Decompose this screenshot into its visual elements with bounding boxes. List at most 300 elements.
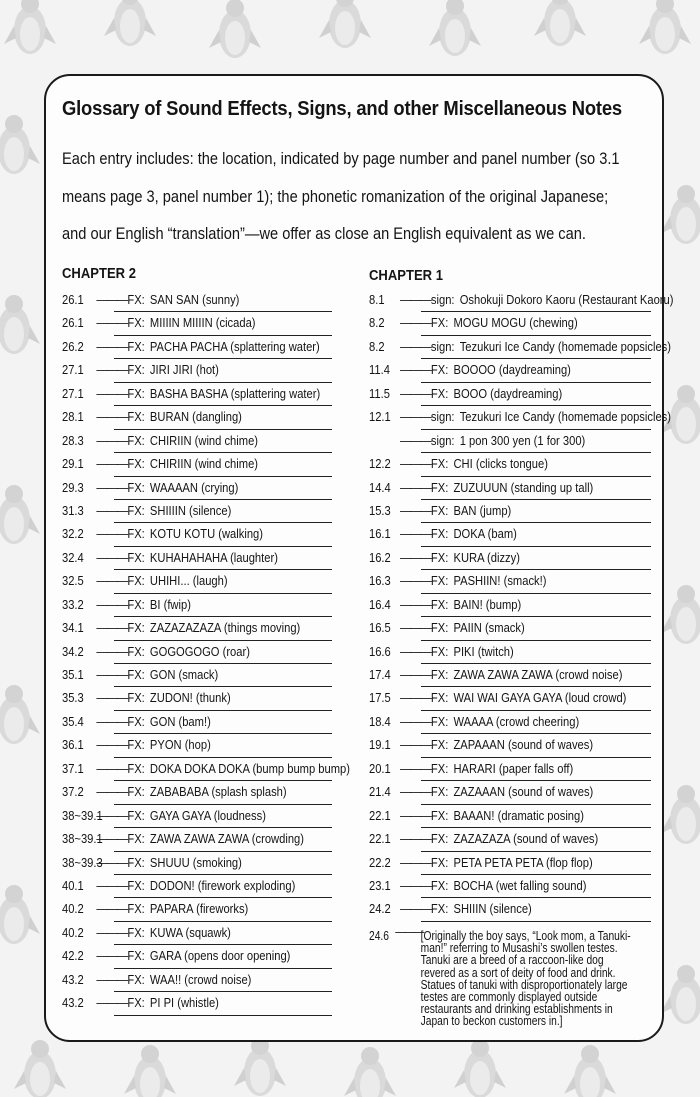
entry-text: ZAPAAAN (sound of waves)	[453, 737, 594, 753]
entry-type: FX:	[127, 573, 145, 589]
entry-type: FX:	[127, 385, 145, 401]
glossary-entry	[62, 853, 334, 876]
entry-location: 29.3	[62, 479, 84, 495]
entry-dash: ———	[399, 760, 431, 776]
entry-line	[62, 313, 296, 333]
entry-dash: ———	[96, 338, 128, 354]
entry-text: BURAN (dangling)	[149, 409, 242, 425]
entry-dash: ———	[96, 995, 128, 1011]
glossary-entry	[369, 571, 651, 594]
glossary-entry	[369, 407, 671, 430]
entry-type: FX:	[127, 713, 145, 729]
glossary-entry	[62, 290, 334, 313]
entry-type: FX:	[127, 760, 145, 776]
entry-location: 27.1	[62, 362, 84, 378]
glossary-entry	[62, 923, 334, 946]
entry-underline	[114, 429, 332, 430]
entry-dash: ———	[399, 573, 431, 589]
intro-line: means page 3, panel number 1); the phonetic romanization of the original Japanese;	[62, 186, 609, 206]
entry-type: FX:	[127, 854, 145, 870]
entry-location: 8.2	[369, 315, 385, 331]
entry-dash: ———	[399, 643, 431, 659]
entry-text: HARARI (paper falls off)	[453, 760, 574, 776]
entry-text: ZAWA ZAWA ZAWA (crowd noise)	[453, 667, 623, 682]
entry-underline	[421, 780, 651, 781]
entry-underline	[114, 897, 332, 898]
entry-underline	[114, 663, 332, 664]
entry-dash: ———	[96, 807, 128, 823]
entry-dash: ———	[96, 901, 128, 917]
entry-location: 21.4	[369, 784, 391, 800]
entry-location: 19.1	[369, 737, 391, 753]
entry-type: FX:	[430, 667, 449, 682]
entry-underline	[114, 851, 332, 852]
entry-type: FX:	[127, 877, 145, 893]
entry-underline	[114, 358, 332, 359]
entry-location: 18.4	[369, 713, 391, 729]
entry-line	[369, 899, 612, 919]
entry-text: KURA (dizzy)	[453, 549, 520, 565]
entry-location: 22.1	[369, 831, 391, 847]
entry-dash: ———	[399, 807, 431, 823]
glossary-entry	[369, 829, 651, 852]
entry-dash: ———	[96, 877, 128, 893]
glossary-entry	[62, 384, 334, 407]
entry-text: BAN (jump)	[453, 502, 512, 518]
entry-text: KUHAHAHAHA (laughter)	[149, 549, 278, 565]
entry-line	[62, 384, 321, 404]
entry-underline	[114, 593, 332, 594]
entry-type: FX:	[430, 877, 449, 893]
entry-underline	[421, 429, 651, 430]
entry-line	[62, 478, 296, 498]
entry-text: MOGU MOGU (chewing)	[453, 315, 578, 331]
entry-type: FX:	[127, 502, 145, 518]
entry-dash: ———	[96, 690, 128, 706]
entry-location: 16.4	[369, 596, 391, 612]
entry-type: FX:	[430, 901, 449, 917]
entry-location: 14.4	[369, 479, 391, 495]
entry-type: FX:	[430, 456, 449, 472]
glossary-entry	[369, 665, 651, 688]
entry-type: FX:	[127, 901, 145, 917]
glossary-entry	[62, 571, 334, 594]
entry-line	[369, 595, 612, 615]
glossary-entry	[369, 290, 674, 313]
entry-location: 11.5	[369, 385, 390, 401]
entry-dash: ———	[399, 338, 431, 354]
entry-location: 34.2	[62, 643, 84, 659]
entry-line	[62, 642, 296, 662]
entry-type: FX:	[127, 807, 145, 823]
glossary-entry	[62, 407, 334, 430]
entry-line	[62, 970, 296, 990]
entry-line	[369, 478, 612, 498]
entry-type: FX:	[430, 831, 449, 847]
entry-text: CHIRIIN (wind chime)	[149, 432, 259, 448]
entry-type: FX:	[430, 807, 449, 823]
entry-dash: ———	[96, 502, 128, 518]
entry-type: FX:	[430, 596, 449, 612]
intro-line: Each entry includes: the location, indicated by page number and panel number (so 3.1	[62, 149, 620, 168]
entry-underline	[421, 710, 651, 711]
entry-dash: ———	[399, 526, 431, 542]
entry-line	[369, 759, 612, 779]
entry-type: FX:	[127, 479, 145, 495]
entry-underline	[114, 1015, 332, 1016]
entry-text: SHIIIN (silence)	[453, 901, 532, 917]
entry-location: 35.3	[62, 690, 84, 706]
chapter-1-heading: CHAPTER 1	[369, 268, 443, 284]
note-dash: ———	[395, 925, 424, 939]
entry-type: FX:	[127, 362, 145, 378]
entry-dash: ———	[96, 854, 128, 870]
entry-location: 37.2	[62, 784, 84, 800]
entry-text: ZUDON! (thunk)	[149, 690, 231, 706]
glossary-entry	[62, 431, 334, 454]
entry-type: FX:	[127, 971, 145, 987]
glossary-entry	[62, 829, 334, 852]
entry-text: PASHIIN! (smack!)	[453, 573, 547, 589]
glossary-entry	[62, 478, 334, 501]
entry-line	[62, 290, 296, 310]
entry-dash: ———	[399, 549, 431, 565]
entry-text: JIRI JIRI (hot)	[149, 362, 219, 378]
entry-underline	[421, 757, 651, 758]
entry-location: 36.1	[62, 737, 84, 753]
entry-text: MIIIIN MIIIIN (cicada)	[149, 315, 256, 331]
chapter-2-heading: CHAPTER 2	[62, 266, 136, 282]
entry-text: BASHA BASHA (splattering water)	[149, 385, 321, 401]
entry-text: WAAAAN (crying)	[149, 479, 239, 495]
entry-location: 32.4	[62, 549, 84, 565]
entry-line	[369, 735, 612, 755]
entry-dash: ———	[96, 924, 128, 940]
entry-line	[369, 313, 612, 333]
entry-underline	[421, 335, 651, 336]
entry-underline	[114, 569, 332, 570]
entry-line	[62, 360, 296, 380]
glossary-entry	[62, 946, 334, 969]
glossary-entry	[369, 853, 651, 876]
glossary-entry	[369, 337, 671, 360]
entry-dash: ———	[399, 409, 431, 425]
entry-type: FX:	[127, 737, 145, 753]
entry-text: 1 pon 300 yen (1 for 300)	[459, 432, 586, 448]
glossary-entry	[62, 876, 334, 899]
entry-underline	[114, 616, 332, 617]
entry-type: sign:	[430, 409, 455, 425]
entry-type: FX:	[430, 573, 449, 589]
glossary-entry	[62, 993, 334, 1016]
glossary-entry	[62, 454, 334, 477]
glossary-entry	[369, 712, 651, 735]
entry-type: FX:	[127, 784, 145, 800]
entry-underline	[421, 382, 651, 383]
glossary-entry	[62, 595, 334, 618]
entry-location: 16.5	[369, 620, 391, 636]
entry-location: 11.4	[369, 362, 390, 378]
entry-type: FX:	[430, 784, 449, 800]
entry-location: 12.2	[369, 456, 391, 472]
glossary-entry	[62, 618, 334, 641]
entry-text: ZAZAAAN (sound of waves)	[453, 784, 594, 800]
entry-dash: ———	[96, 456, 128, 472]
entry-underline	[421, 851, 651, 852]
entry-line	[62, 876, 296, 896]
entry-type: FX:	[127, 667, 145, 682]
glossary-entry	[62, 548, 334, 571]
entry-type: FX:	[127, 596, 145, 612]
entry-text: GAYA GAYA (loudness)	[149, 807, 266, 823]
entry-type: FX:	[430, 713, 449, 729]
entry-line	[62, 806, 296, 826]
entry-location: 43.2	[62, 995, 84, 1011]
entry-underline	[114, 452, 332, 453]
entry-dash: ———	[399, 292, 431, 307]
entry-text: DOKA (bam)	[453, 526, 517, 542]
entry-line	[62, 735, 296, 755]
entry-line	[62, 923, 296, 943]
glossary-entry	[369, 688, 651, 711]
entry-underline	[114, 640, 332, 641]
entry-line	[62, 454, 296, 474]
entry-underline	[421, 804, 651, 805]
entry-dash: ———	[96, 409, 128, 425]
entry-underline	[421, 827, 651, 828]
entry-line	[369, 688, 627, 708]
entry-type: FX:	[430, 526, 449, 542]
glossary-entry	[369, 876, 651, 899]
entry-line	[369, 665, 623, 685]
entry-dash: ———	[96, 549, 128, 565]
entry-dash: ———	[399, 737, 431, 753]
entry-location: 29.1	[62, 456, 84, 472]
entry-location: 8.2	[369, 338, 385, 354]
entry-type: FX:	[430, 760, 449, 776]
entry-location: 26.1	[62, 315, 84, 331]
entry-dash: ———	[96, 526, 128, 542]
entry-type: FX:	[127, 995, 145, 1011]
entry-type: FX:	[127, 620, 145, 636]
entry-type: FX:	[127, 948, 145, 964]
entry-dash: ———	[96, 362, 128, 378]
glossary-entry	[62, 501, 334, 524]
glossary-entry	[62, 899, 334, 922]
entry-text: PYON (hop)	[149, 737, 211, 753]
entry-type: FX:	[430, 362, 449, 378]
entry-underline	[421, 522, 651, 523]
entry-underline	[114, 546, 332, 547]
entry-line	[369, 618, 612, 638]
entry-dash: ———	[399, 901, 431, 917]
entry-location: 42.2	[62, 948, 84, 964]
entry-type: FX:	[127, 456, 145, 472]
entry-line	[62, 571, 296, 591]
glossary-entry	[369, 454, 651, 477]
entry-dash: ———	[96, 573, 128, 589]
entry-underline	[114, 710, 332, 711]
entry-dash: ———	[96, 971, 128, 987]
entry-type: FX:	[430, 737, 449, 753]
entry-underline	[114, 522, 332, 523]
entry-dash: ———	[96, 831, 128, 847]
entry-line	[369, 876, 612, 896]
entry-underline	[421, 686, 651, 687]
entry-dash: ———	[96, 784, 128, 800]
entry-line	[369, 571, 612, 591]
entry-line	[369, 501, 612, 521]
entry-text: PIKI (twitch)	[453, 643, 514, 659]
entry-text: GON (bam!)	[149, 713, 211, 729]
entry-dash: ———	[399, 854, 431, 870]
glossary-intro	[62, 140, 655, 253]
entry-text: DOKA DOKA DOKA (bump bump bump)	[149, 760, 351, 776]
entry-text: Tezukuri Ice Candy (homemade popsicles)	[459, 338, 671, 354]
entry-text: BAAAN! (dramatic posing)	[453, 807, 584, 823]
entry-underline	[114, 944, 332, 945]
entry-underline	[114, 757, 332, 758]
entry-line	[62, 595, 296, 615]
entry-location: 26.2	[62, 338, 84, 354]
entry-location: 34.1	[62, 620, 84, 636]
entry-underline	[114, 476, 332, 477]
glossary-entry	[62, 665, 334, 688]
entry-text: BOOO (daydreaming)	[453, 385, 563, 401]
entry-text: UHIHI... (laugh)	[149, 573, 228, 589]
entry-type: FX:	[127, 549, 145, 565]
glossary-entry	[369, 524, 651, 547]
entry-location: 35.4	[62, 713, 84, 729]
entry-text: BOCHA (wet falling sound)	[453, 877, 587, 893]
entry-underline	[421, 499, 651, 500]
entry-line	[62, 829, 304, 849]
entry-location: 40.1	[62, 877, 84, 893]
entry-text: BOOOO (daydreaming)	[453, 362, 571, 378]
note-text: [Originally the boy says, “Look mom, a Tanuki-man!” referring to Musashi’s swollen testes. Tanuki are a breed of a raccoon-like dog revered as a sort of deity of food and drink. Statues of tanuki with disproportionately large testes are commonly displayed outside restaurants and drinking establishments in Japan to beckon customers in.]	[420, 929, 631, 1029]
entry-dash: ———	[96, 385, 128, 401]
chapter-2-entries	[62, 290, 351, 1017]
entry-line	[369, 360, 612, 380]
entry-type: FX:	[430, 315, 449, 331]
entry-dash: ———	[96, 760, 128, 776]
glossary-entry	[369, 431, 651, 454]
entry-location: 8.1	[369, 292, 385, 307]
entry-location: 12.1	[369, 409, 391, 425]
entry-line	[62, 337, 320, 357]
entry-underline	[114, 686, 332, 687]
glossary-entry	[62, 712, 334, 735]
entry-text: ZAZAZAZAZA (things moving)	[149, 620, 301, 636]
entry-dash: ———	[399, 315, 431, 331]
entry-underline	[114, 335, 332, 336]
entry-dash: ———	[96, 292, 128, 307]
glossary-entry	[369, 595, 651, 618]
entry-dash: ———	[399, 432, 431, 448]
entry-line	[369, 337, 671, 357]
entry-underline	[421, 897, 651, 898]
entry-dash: ———	[399, 456, 431, 472]
entry-location: 38~39.1	[62, 807, 103, 823]
entry-line	[369, 782, 612, 802]
entry-location: 26.1	[62, 292, 84, 307]
entry-line	[62, 712, 296, 732]
entry-line	[62, 548, 296, 568]
entry-dash: ———	[96, 432, 128, 448]
entry-line	[62, 524, 296, 544]
entry-location: 40.2	[62, 924, 84, 940]
entry-underline	[114, 804, 332, 805]
chapter-1-long-note	[369, 925, 631, 1029]
entry-dash: ———	[399, 479, 431, 495]
entry-dash: ———	[399, 385, 431, 401]
entry-location: 17.5	[369, 690, 391, 706]
glossary-entry	[369, 642, 651, 665]
entry-dash: ———	[96, 479, 128, 495]
entry-location: 32.2	[62, 526, 84, 542]
entry-line	[369, 829, 612, 849]
entry-underline	[421, 616, 651, 617]
entry-text: SHUUU (smoking)	[149, 854, 242, 870]
entry-type: FX:	[430, 479, 449, 495]
entry-location: 28.1	[62, 409, 84, 425]
entry-text: BI (fwip)	[149, 596, 191, 612]
entry-underline	[421, 663, 651, 664]
entry-text: BAIN! (bump)	[453, 596, 522, 612]
entry-line	[62, 946, 296, 966]
entry-line	[369, 384, 612, 404]
entry-dash: ———	[96, 596, 128, 612]
entry-line	[62, 899, 296, 919]
entry-dash: ———	[399, 596, 431, 612]
entry-underline	[421, 593, 651, 594]
intro-line: and our English “translation”—we offer as close an English equivalent as we can.	[62, 224, 586, 243]
glossary-entry	[62, 360, 334, 383]
entry-line	[62, 618, 301, 638]
entry-type: FX:	[127, 432, 145, 448]
entry-text: GON (smack)	[149, 667, 219, 682]
entry-type: sign:	[430, 432, 455, 448]
entry-dash: ———	[399, 502, 431, 518]
entry-location: 40.2	[62, 901, 84, 917]
entry-dash: ———	[399, 690, 431, 706]
entry-underline	[421, 358, 651, 359]
entry-type: FX:	[127, 409, 145, 425]
entry-underline	[114, 991, 332, 992]
entry-location: 27.1	[62, 385, 84, 401]
glossary-entry	[369, 548, 651, 571]
glossary-entry	[62, 337, 334, 360]
glossary-entry	[62, 735, 334, 758]
entry-type: sign:	[430, 338, 455, 354]
glossary-entry	[369, 899, 651, 922]
entry-text: ZAWA ZAWA ZAWA (crowding)	[149, 831, 304, 847]
entry-underline	[114, 382, 332, 383]
entry-text: PAIIN (smack)	[453, 620, 525, 636]
entry-underline	[114, 311, 332, 312]
entry-type: FX:	[430, 502, 449, 518]
entry-line	[369, 548, 612, 568]
entry-text: CHI (clicks tongue)	[453, 456, 548, 472]
entry-dash: ———	[96, 620, 128, 636]
entry-text: ZABABABA (splash splash)	[149, 784, 287, 800]
glossary-entry	[369, 806, 651, 829]
entry-line	[369, 454, 612, 474]
entry-type: FX:	[127, 526, 145, 542]
glossary-entry	[369, 618, 651, 641]
entry-line	[369, 712, 612, 732]
entry-type: FX:	[127, 643, 145, 659]
